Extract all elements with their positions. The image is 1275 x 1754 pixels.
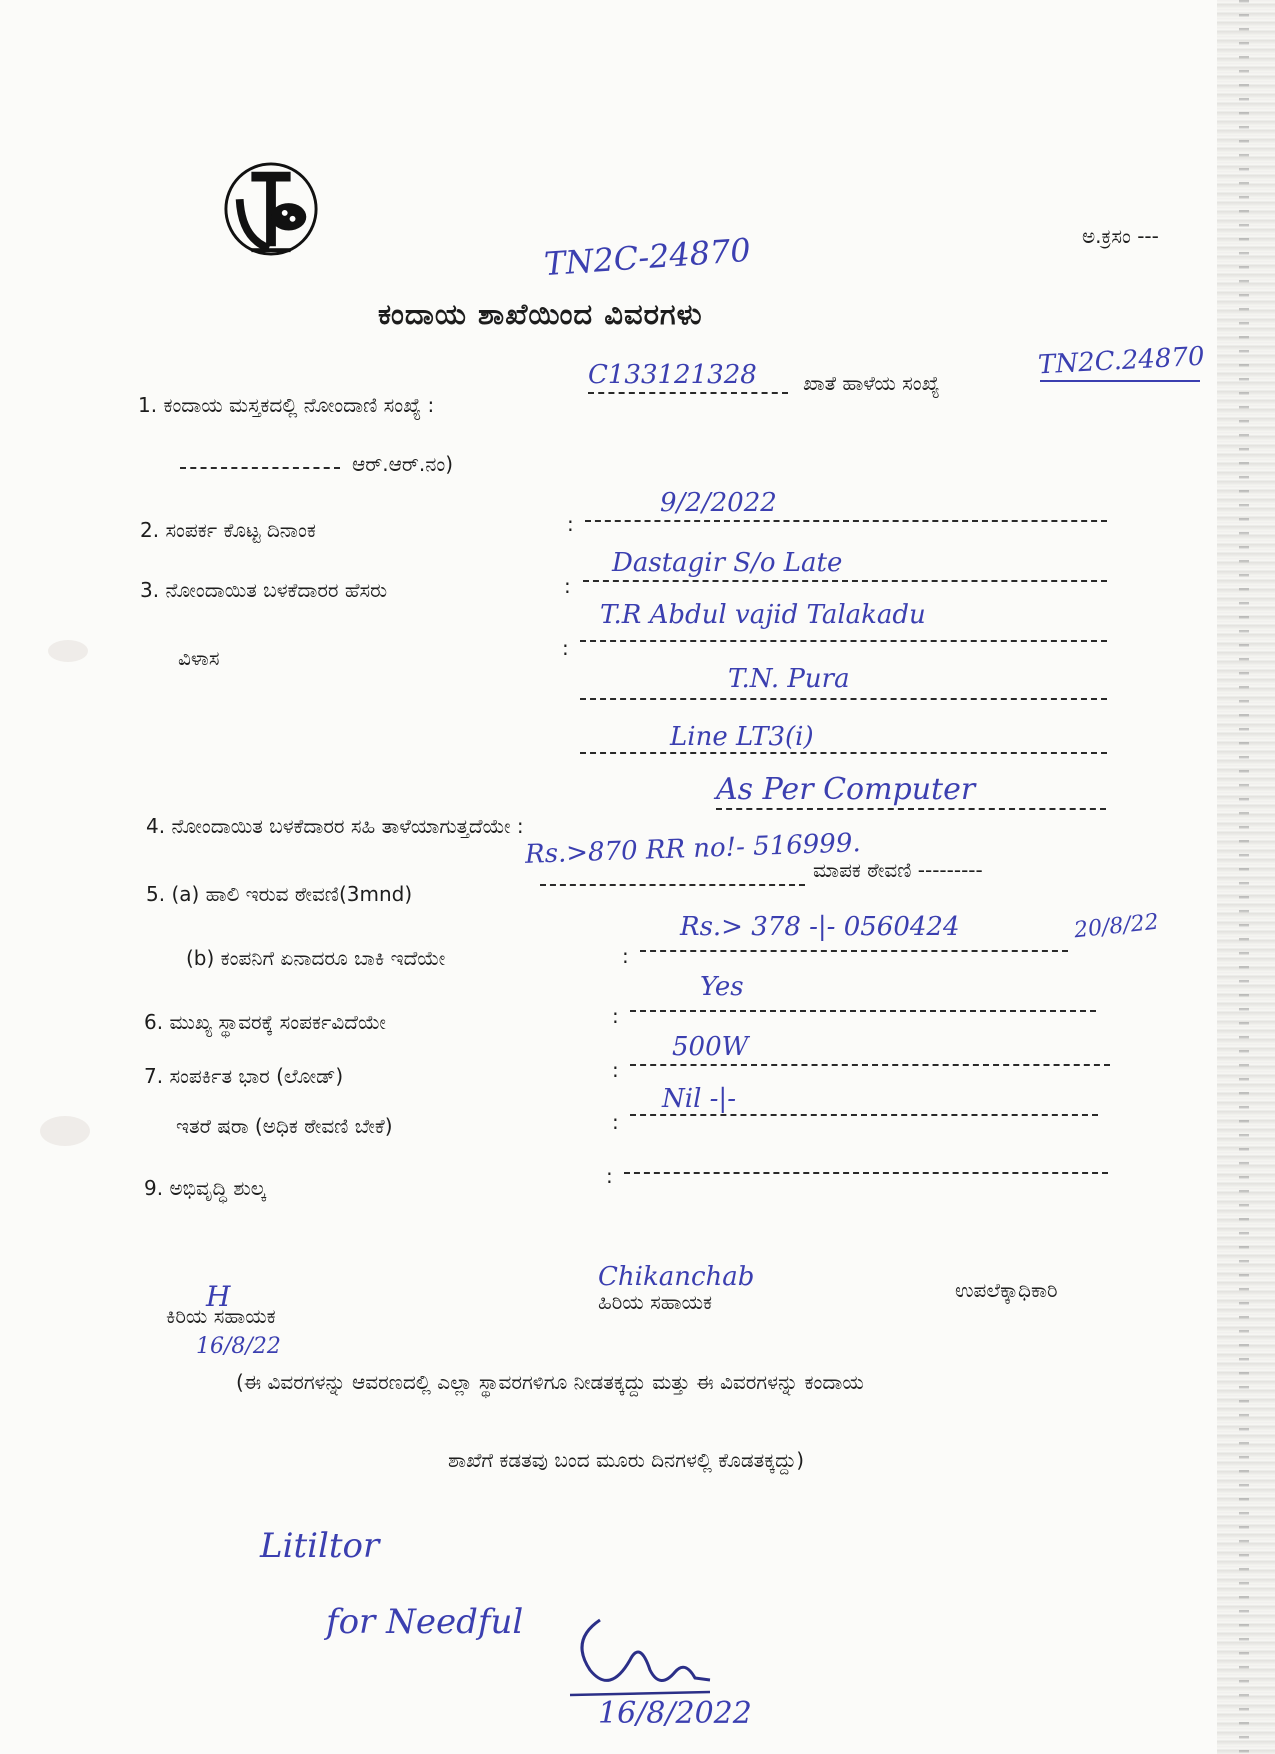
meter-deposit-label: ಮಾಪಕ ಠೇವಣಿ --------- [813,858,983,882]
account-sheet-underline [1040,380,1200,382]
address-line-3-rule [580,752,1107,754]
junior-initial-mark: H [206,1280,231,1313]
document-title: ಕಂದಾಯ ಶಾಖೆಯಿಂದ ವಿವರಗಳು [378,297,703,331]
account-sheet-label: ಖಾತೆ ಹಾಳೆಯ ಸಂಖ್ಯೆ [803,371,940,395]
address-line-2: T.N. Pura [728,664,850,694]
item-3-label: 3. ನೋಂದಾಯಿತ ಬಳಕೆದಾರರ ಹೆಸರು [140,578,388,602]
item-1-value: C133121328 [588,360,757,390]
item-5b-label: (b) ಕಂಪನಿಗೆ ಏನಾದರೂ ಬಾಕಿ ಇದೆಯೇ [186,946,446,970]
item-2-label: 2. ಸಂಪರ್ಕ ಕೊಟ್ಟ ದಿನಾಂಕ [140,518,316,542]
item-8-value: Nil -|- [662,1084,736,1114]
endorsement-signature [560,1600,720,1710]
handwritten-reference: TN2C-24870 [542,230,752,284]
rr-number-line [180,467,340,469]
junior-assistant-label: ಕಿರಿಯ ಸಹಾಯಕ [166,1304,276,1328]
item-7-value: 500W [672,1032,749,1062]
item-6-line [630,1010,1096,1012]
document-page: ಅ.ಕ್ರಸಂ --- TN2C-24870 ಕಂದಾಯ ಶಾಖೆಯಿಂದ ವಿವರಗಳು 1. ಕಂದಾಯ ಮಸ್ತಕದಲ್ಲಿ ನೋಂದಾಣಿ ಸಂಖ್ಯೆ : C133121328 ಖಾತೆ ಹಾಳೆಯ ಸಂಖ್ಯೆ TN2C.24870 ಆರ್.ಆರ್.ನಂ) 2. ಸಂಪರ್ಕ ಕೊಟ್ಟ ದಿನಾಂಕ : 9/2/2022 3. ನೋಂದಾಯಿತ ಬಳಕೆದಾರರ ಹೆಸರು : Dastagir S/o Late ವಿಳಾಸ : T.R Abdul vajid Talakadu T.N. Pura Line LT3(i) 4. ನೋಂದಾಯಿತ ಬಳಕೆದಾರರ ಸಹಿ ತಾಳೆಯಾಗುತ್ತದೆಯೇ : As Per Computer 5. (a) ಹಾಲಿ ಇರುವ ಠೇವಣಿ(3mnd) Rs.>870 RR no!- 516999. ಮಾಪಕ ಠೇವಣಿ --------- (b) ಕಂಪನಿಗೆ ಏನಾದರೂ ಬಾಕಿ ಇದೆಯೇ : Rs.> 378 -|- 0560424 20/8/22 6. ಮುಖ್ಯ ಸ್ಥಾವರಕ್ಕೆ ಸಂಪರ್ಕವಿದೆಯೇ : Yes 7. ಸಂಪರ್ಕಿತ ಭಾರ (ಲೋಡ್) : 500W ಇತರೆ ಷರಾ (ಅಧಿಕ ಠೇವಣಿ ಬೇಕೆ) : Nil -|- 9. ಅಭಿವೃದ್ಧಿ ಶುಲ್ಕ : H ಕಿರಿಯ ಸಹಾಯಕ 16/8/22 Chikanchab ಹಿರಿಯ ಸಹಾಯಕ ಉಪಲೆಕ್ಕಾಧಿಕಾರಿ (ಈ ವಿವರಗಳನ್ನು ಆವರಣದಲ್ಲಿ ಎಲ್ಲಾ ಸ್ಥಾವರಗಳಿಗೂ ನೀಡತಕ್ಕದ್ದು ಮತ್ತು ಈ ವಿವರಗಳನ್ನು ಕಂದಾಯ ಶಾಖೆಗೆ ಕಡತವು ಬಂದ ಮೂರು ದಿನಗಳಲ್ಲಿ ಕೊಡತಕ್ಕದ್ದು) Litiltor for Needful 16/8/2022 [0,0,1275,1754]
address-line-1-rule [580,640,1107,642]
scan-smudge [48,640,88,662]
kptcl-seal-logo [222,160,320,258]
item-4-label: 4. ನೋಂದಾಯಿತ ಬಳಕೆದಾರರ ಸಹಿ ತಾಳೆಯಾಗುತ್ತದೆಯೇ : [146,814,524,838]
instruction-note-line-2: ಶಾಖೆಗೆ ಕಡತವು ಬಂದ ಮೂರು ದಿನಗಳಲ್ಲಿ ಕೊಡತಕ್ಕದ್ದು) [448,1448,805,1472]
item-9-line [624,1172,1108,1174]
item-7-line [630,1064,1110,1066]
item-5a-value: Rs.>870 RR no!- 516999. [524,828,862,870]
junior-assistant-date: 16/8/22 [196,1334,281,1359]
item-1-label: 1. ಕಂದಾಯ ಮಸ್ತಕದಲ್ಲಿ ನೋಂದಾಣಿ ಸಂಖ್ಯೆ : [138,393,435,417]
item-8-line [630,1114,1098,1116]
item-9-label: 9. ಅಭಿವೃದ್ಧಿ ಶುಲ್ಕ [144,1176,266,1200]
serial-label: ಅ.ಕ್ರಸಂ --- [1082,224,1159,248]
item-3-value: Dastagir S/o Late [612,548,843,578]
scan-smudge [40,1116,90,1146]
item-4-value: As Per Computer [716,772,976,807]
address-line-3: Line LT3(i) [670,722,814,752]
item-4-line [716,808,1106,810]
item-5b-date: 20/8/22 [1072,909,1160,944]
item-3-line [583,580,1107,582]
item-5b-value: Rs.> 378 -|- 0560424 [680,912,960,942]
address-label: ವಿಳಾಸ [178,646,220,670]
endorsement-line-1: Litiltor [260,1526,380,1566]
scan-edge-noise [1217,0,1275,1754]
item-6-label: 6. ಮುಖ್ಯ ಸ್ಥಾವರಕ್ಕೆ ಸಂಪರ್ಕವಿದೆಯೇ [144,1010,386,1034]
assistant-accounts-officer-label: ಉಪಲೆಕ್ಕಾಧಿಕಾರಿ [955,1278,1058,1302]
item-8-label: ಇತರೆ ಷರಾ (ಅಧಿಕ ಠೇವಣಿ ಬೇಕೆ) [176,1114,393,1138]
instruction-note-line-1: (ಈ ವಿವರಗಳನ್ನು ಆವರಣದಲ್ಲಿ ಎಲ್ಲಾ ಸ್ಥಾವರಗಳಿಗೂ ನೀಡತಕ್ಕದ್ದು ಮತ್ತು ಈ ವಿವರಗಳನ್ನು ಕಂದಾಯ [236,1370,864,1394]
address-line-2-rule [580,698,1107,700]
item-5a-line [540,884,805,886]
rr-number-label: ಆರ್.ಆರ್.ನಂ) [352,452,454,476]
item-1-line [588,392,788,394]
address-line-1: T.R Abdul vajid Talakadu [600,600,926,630]
account-sheet-value: TN2C.24870 [1037,341,1206,381]
item-2-value: 9/2/2022 [660,488,777,518]
item-6-value: Yes [700,972,744,1002]
senior-assistant-label: ಹಿರಿಯ ಸಹಾಯಕ [598,1290,713,1314]
item-2-line [585,520,1107,522]
item-5b-line [640,950,1068,952]
senior-assistant-signature: Chikanchab [598,1262,755,1292]
endorsement-line-2: for Needful [326,1602,524,1642]
item-5a-label: 5. (a) ಹಾಲಿ ಇರುವ ಠೇವಣಿ(3mnd) [146,882,413,906]
item-7-label: 7. ಸಂಪರ್ಕಿತ ಭಾರ (ಲೋಡ್) [144,1064,344,1088]
endorsement-date: 16/8/2022 [598,1696,752,1731]
